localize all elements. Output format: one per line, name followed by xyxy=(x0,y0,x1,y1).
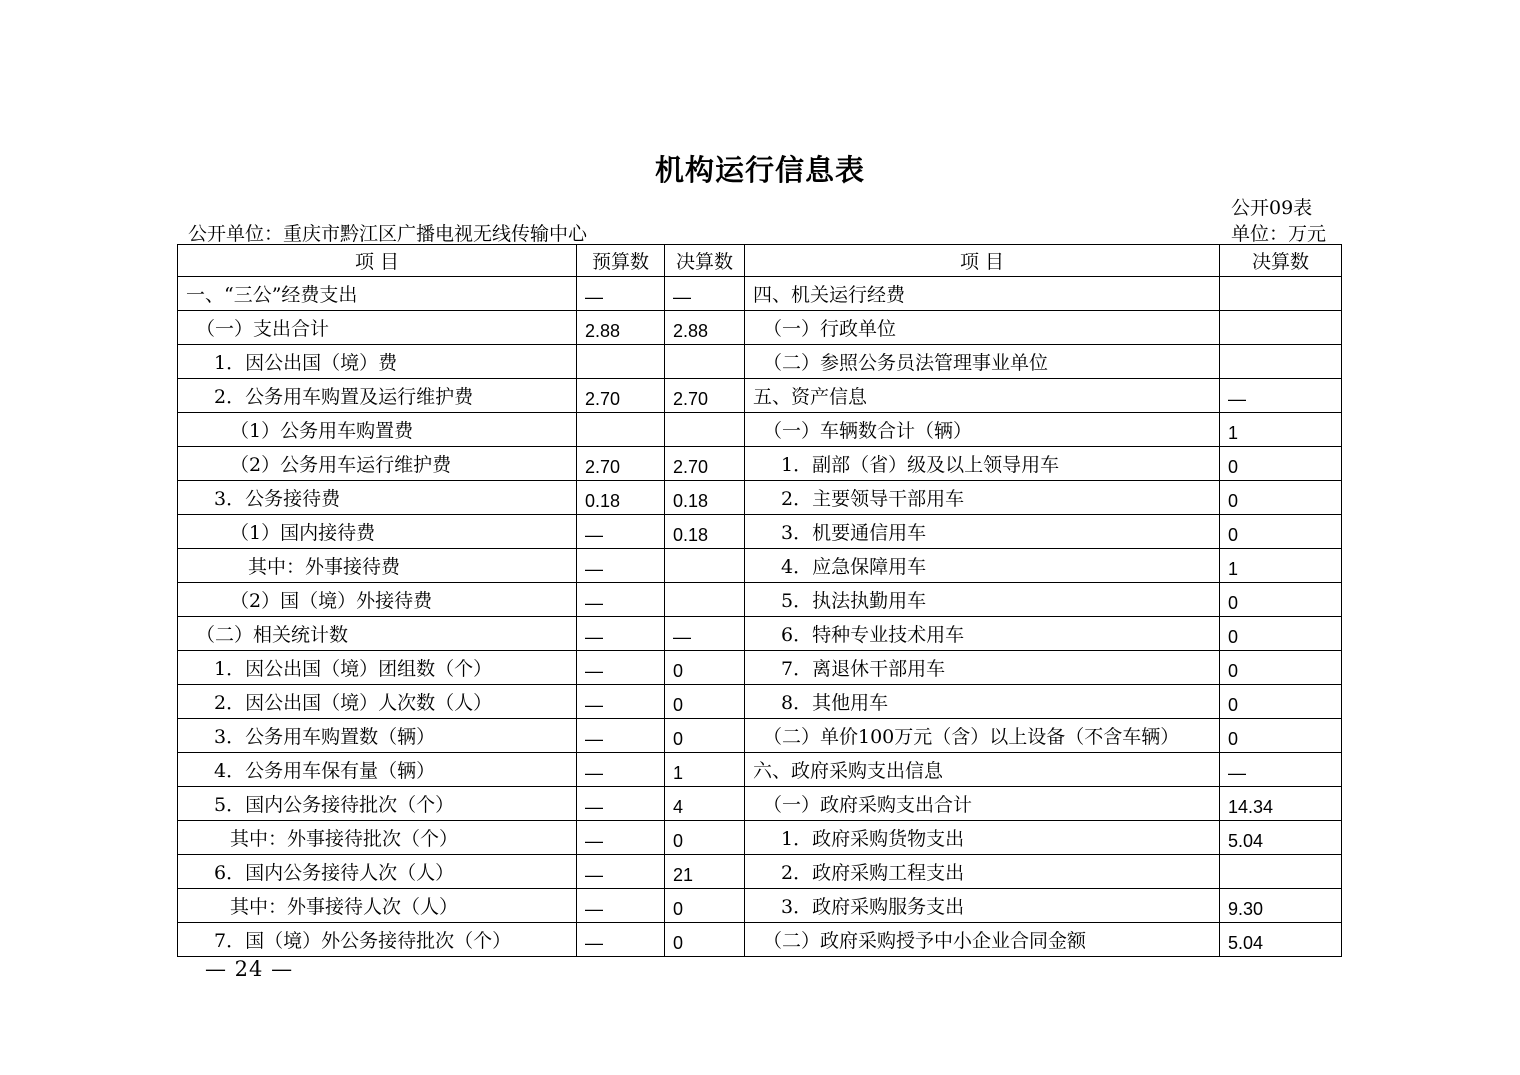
right-item-cell: 7．离退休干部用车 xyxy=(745,651,1220,685)
right-item-cell: （二）单价100万元（含）以上设备（不含车辆） xyxy=(745,719,1220,753)
budget-cell: 2.70 xyxy=(577,379,665,413)
left-item-cell: 其中：外事接待人次（人） xyxy=(178,889,577,923)
table-row xyxy=(178,923,1342,957)
right-actual-cell xyxy=(1220,311,1342,345)
budget-cell: 2.88 xyxy=(577,311,665,345)
left-item-cell: 5．国内公务接待批次（个） xyxy=(178,787,577,821)
left-item-cell: 7．国（境）外公务接待批次（个） xyxy=(178,923,577,957)
right-actual-cell: 0 xyxy=(1220,447,1342,481)
left-item-cell: 1．因公出国（境）团组数（个） xyxy=(178,651,577,685)
table-row xyxy=(178,481,1342,515)
right-item-cell: 4．应急保障用车 xyxy=(745,549,1220,583)
right-actual-cell: 1 xyxy=(1220,413,1342,447)
actual-cell: 2.70 xyxy=(665,379,745,413)
right-item-cell: （一）行政单位 xyxy=(745,311,1220,345)
right-item-cell: 五、资产信息 xyxy=(745,379,1220,413)
budget-cell: — xyxy=(577,719,665,753)
right-item-cell: （二）政府采购授予中小企业合同金额 xyxy=(745,923,1220,957)
right-actual-cell xyxy=(1220,855,1342,889)
actual-cell: 1 xyxy=(665,753,745,787)
table-row xyxy=(178,515,1342,549)
left-item-cell: （一）支出合计 xyxy=(178,311,577,345)
actual-cell xyxy=(665,549,745,583)
right-item-cell: （一）政府采购支出合计 xyxy=(745,787,1220,821)
right-item-cell: 6．特种专业技术用车 xyxy=(745,617,1220,651)
right-item-cell: （一）车辆数合计（辆） xyxy=(745,413,1220,447)
budget-cell: — xyxy=(577,923,665,957)
left-item-cell: 3．公务接待费 xyxy=(178,481,577,515)
budget-cell: — xyxy=(577,617,665,651)
right-actual-cell: 0 xyxy=(1220,481,1342,515)
left-item-cell: （二）相关统计数 xyxy=(178,617,577,651)
table-row xyxy=(178,719,1342,753)
right-item-cell: 3．政府采购服务支出 xyxy=(745,889,1220,923)
header-item-left: 项 目 xyxy=(178,245,577,277)
header-actual-right: 决算数 xyxy=(1220,245,1342,277)
budget-cell: — xyxy=(577,651,665,685)
table-row xyxy=(178,549,1342,583)
budget-cell: — xyxy=(577,277,665,311)
budget-cell: — xyxy=(577,889,665,923)
table-row xyxy=(178,583,1342,617)
table-row xyxy=(178,855,1342,889)
actual-cell xyxy=(665,345,745,379)
right-actual-cell: 0 xyxy=(1220,651,1342,685)
right-item-cell: 六、政府采购支出信息 xyxy=(745,753,1220,787)
actual-cell: 0 xyxy=(665,719,745,753)
unit-label: 单位：万元 xyxy=(1231,223,1327,245)
left-item-cell: （2）公务用车运行维护费 xyxy=(178,447,577,481)
budget-cell: — xyxy=(577,753,665,787)
page-title: 机构运行信息表 xyxy=(654,153,865,187)
info-table xyxy=(177,244,1342,957)
budget-cell: — xyxy=(577,855,665,889)
actual-cell: 0 xyxy=(665,923,745,957)
actual-cell: 4 xyxy=(665,787,745,821)
right-actual-cell xyxy=(1220,345,1342,379)
right-item-cell: 四、机关运行经费 xyxy=(745,277,1220,311)
right-actual-cell: 0 xyxy=(1220,515,1342,549)
header-item-right: 项 目 xyxy=(745,245,1220,277)
table-row xyxy=(178,413,1342,447)
left-item-cell: 2．因公出国（境）人次数（人） xyxy=(178,685,577,719)
right-actual-cell: 5.04 xyxy=(1220,923,1342,957)
page-number: — 24 — xyxy=(205,957,294,981)
actual-cell: — xyxy=(665,617,745,651)
table-row xyxy=(178,617,1342,651)
right-actual-cell: 0 xyxy=(1220,583,1342,617)
right-actual-cell: 0 xyxy=(1220,685,1342,719)
actual-cell: 0.18 xyxy=(665,481,745,515)
table-row xyxy=(178,311,1342,345)
table-row xyxy=(178,379,1342,413)
table-row xyxy=(178,889,1342,923)
right-item-cell: 1．政府采购货物支出 xyxy=(745,821,1220,855)
left-item-cell: （2）国（境）外接待费 xyxy=(178,583,577,617)
actual-cell xyxy=(665,413,745,447)
actual-cell xyxy=(665,583,745,617)
table-row xyxy=(178,685,1342,719)
right-actual-cell: 0 xyxy=(1220,617,1342,651)
actual-cell: 0 xyxy=(665,685,745,719)
right-item-cell: 2．政府采购工程支出 xyxy=(745,855,1220,889)
left-item-cell: 6．国内公务接待人次（人） xyxy=(178,855,577,889)
table-header-row xyxy=(178,245,1342,277)
right-actual-cell: 1 xyxy=(1220,549,1342,583)
left-item-cell: 其中：外事接待费 xyxy=(178,549,577,583)
left-item-cell: 其中：外事接待批次（个） xyxy=(178,821,577,855)
budget-cell: — xyxy=(577,787,665,821)
organization-label: 公开单位：重庆市黔江区广播电视无线传输中心 xyxy=(188,223,588,245)
table-row xyxy=(178,787,1342,821)
budget-cell xyxy=(577,413,665,447)
right-actual-cell: 9.30 xyxy=(1220,889,1342,923)
actual-cell: 0 xyxy=(665,889,745,923)
header-actual-left: 决算数 xyxy=(665,245,745,277)
left-item-cell: 一、“三公”经费支出 xyxy=(178,277,577,311)
left-item-cell: 3．公务用车购置数（辆） xyxy=(178,719,577,753)
table-row xyxy=(178,277,1342,311)
actual-cell: 2.88 xyxy=(665,311,745,345)
right-actual-cell: — xyxy=(1220,379,1342,413)
right-item-cell: 1．副部（省）级及以上领导用车 xyxy=(745,447,1220,481)
budget-cell: — xyxy=(577,515,665,549)
table-row xyxy=(178,651,1342,685)
actual-cell: 2.70 xyxy=(665,447,745,481)
left-item-cell: （1）公务用车购置费 xyxy=(178,413,577,447)
budget-cell: — xyxy=(577,821,665,855)
left-item-cell: 1．因公出国（境）费 xyxy=(178,345,577,379)
table-row xyxy=(178,753,1342,787)
right-item-cell: 2．主要领导干部用车 xyxy=(745,481,1220,515)
actual-cell: — xyxy=(665,277,745,311)
right-item-cell: 3．机要通信用车 xyxy=(745,515,1220,549)
actual-cell: 0 xyxy=(665,651,745,685)
budget-cell: — xyxy=(577,549,665,583)
right-actual-cell: 14.34 xyxy=(1220,787,1342,821)
right-actual-cell: — xyxy=(1220,753,1342,787)
left-item-cell: （1）国内接待费 xyxy=(178,515,577,549)
budget-cell xyxy=(577,345,665,379)
right-item-cell: （二）参照公务员法管理事业单位 xyxy=(745,345,1220,379)
table-row xyxy=(178,345,1342,379)
budget-cell: — xyxy=(577,583,665,617)
table-row xyxy=(178,447,1342,481)
actual-cell: 21 xyxy=(665,855,745,889)
right-actual-cell: 0 xyxy=(1220,719,1342,753)
table-number: 公开09表 xyxy=(1231,197,1313,219)
actual-cell: 0 xyxy=(665,821,745,855)
table-row xyxy=(178,821,1342,855)
actual-cell: 0.18 xyxy=(665,515,745,549)
left-item-cell: 4．公务用车保有量（辆） xyxy=(178,753,577,787)
left-item-cell: 2．公务用车购置及运行维护费 xyxy=(178,379,577,413)
right-item-cell: 5．执法执勤用车 xyxy=(745,583,1220,617)
right-actual-cell xyxy=(1220,277,1342,311)
right-actual-cell: 5.04 xyxy=(1220,821,1342,855)
header-budget: 预算数 xyxy=(577,245,665,277)
budget-cell: 0.18 xyxy=(577,481,665,515)
budget-cell: 2.70 xyxy=(577,447,665,481)
right-item-cell: 8．其他用车 xyxy=(745,685,1220,719)
budget-cell: — xyxy=(577,685,665,719)
